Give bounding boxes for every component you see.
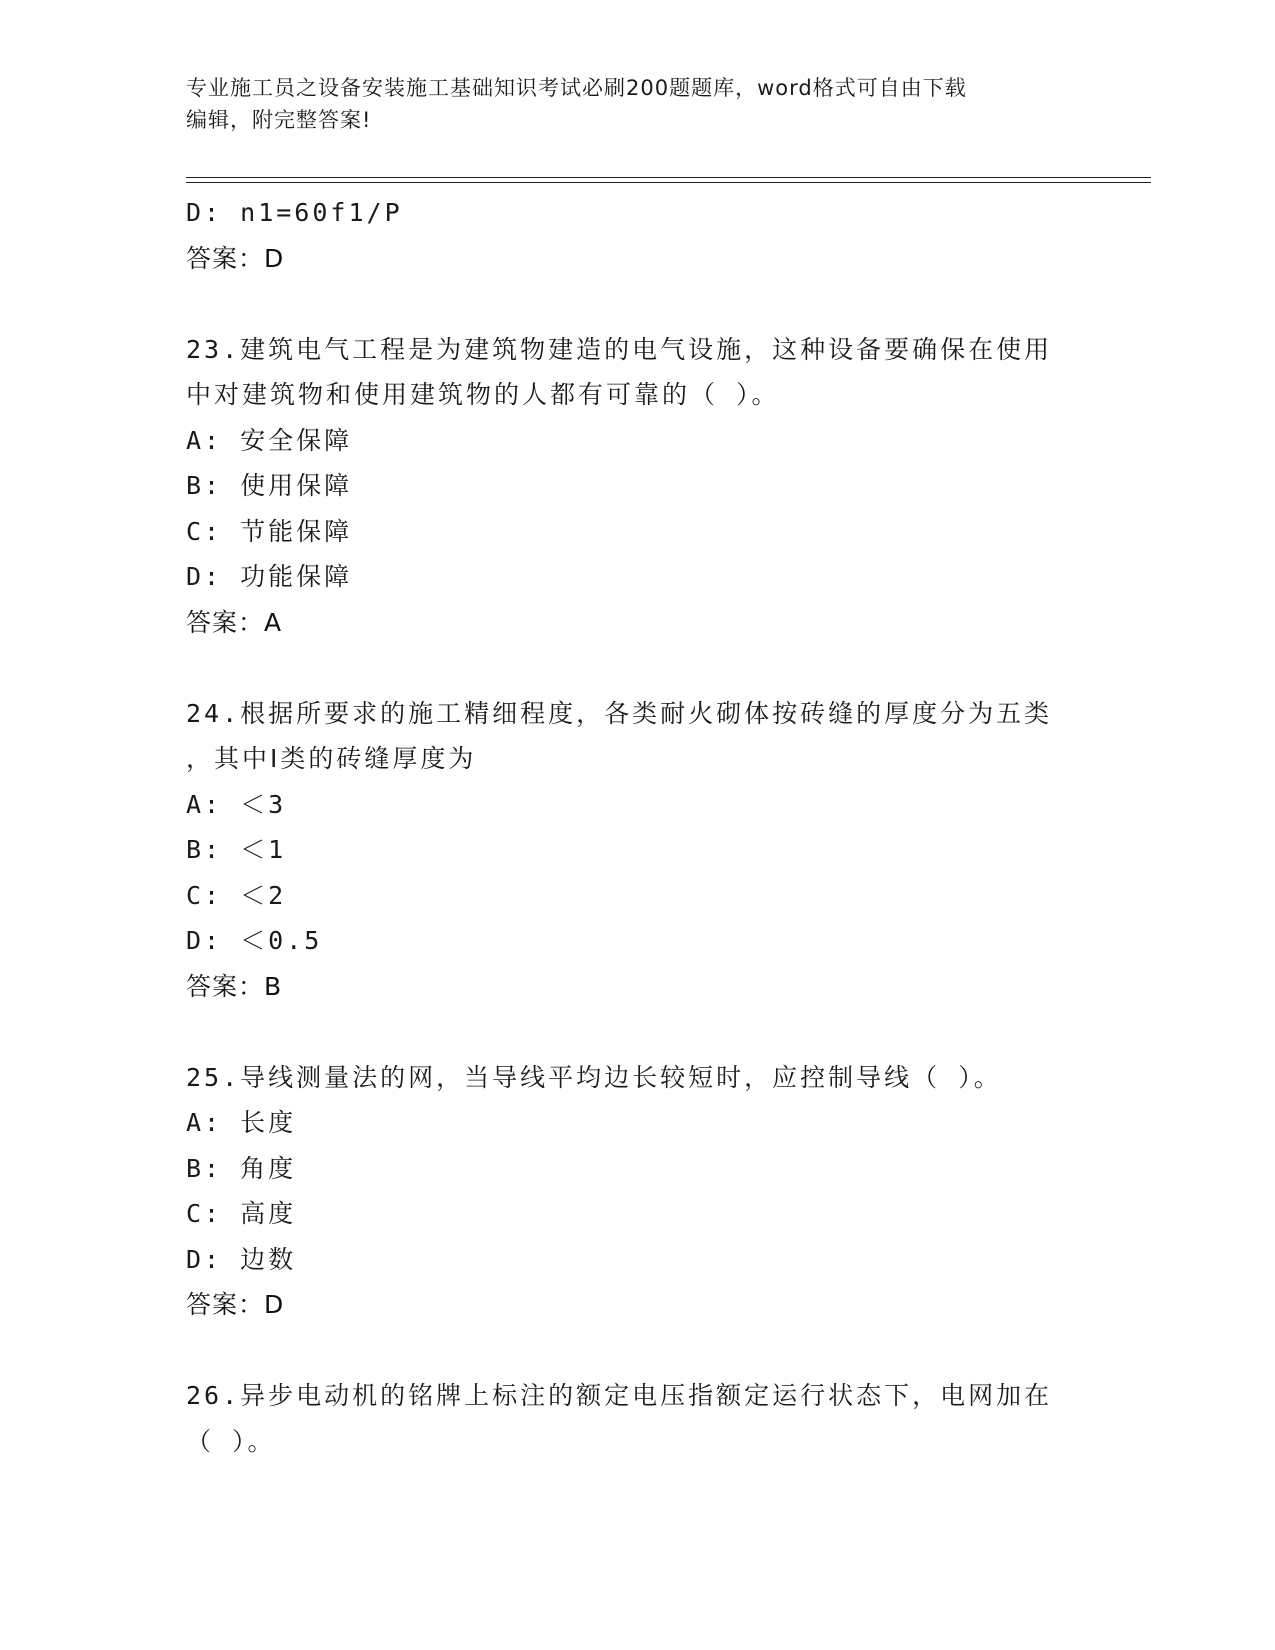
- option-c: C: ＜2: [186, 880, 287, 910]
- header-rule-bottom: [186, 182, 1151, 183]
- option-b: B: 使用保障: [186, 471, 353, 500]
- question-text-line: 23.建筑电气工程是为建筑物建造的电气设施，这种设备要确保在使用: [186, 334, 1053, 364]
- question-23: [186, 327, 1086, 646]
- option-b: B: ＜1: [186, 835, 287, 864]
- question-text-line: 25.导线测量法的网，当导线平均边长较短时，应控制导线（ ）。: [186, 1062, 1002, 1092]
- question-text-line: 26.异步电动机的铭牌上标注的额定电压指额定运行状态下，电网加在: [186, 1381, 1053, 1410]
- option-a: A: 长度: [186, 1108, 297, 1137]
- question-22-fragment: [186, 190, 1086, 281]
- page-header: [186, 72, 1086, 136]
- question-text-line: ，其中Ⅰ类的砖缝厚度为: [186, 744, 477, 773]
- option-b: B: 角度: [186, 1153, 297, 1183]
- question-text-line: （ ）。: [186, 1426, 276, 1456]
- option-d: D: 边数: [186, 1244, 297, 1274]
- answer-line: 答案：D: [186, 1290, 285, 1319]
- answer-line: 答案：A: [186, 607, 283, 637]
- answer-line: 答案：D: [186, 243, 285, 273]
- question-text-line: 中对建筑物和使用建筑物的人都有可靠的（ ）。: [186, 380, 780, 409]
- answer-line: 答案：B: [186, 971, 283, 1001]
- question-text-line: 24.根据所要求的施工精细程度，各类耐火砌体按砖缝的厚度分为五类: [186, 698, 1053, 728]
- option-a: A: ＜3: [186, 789, 287, 819]
- document-body: [186, 190, 1086, 1464]
- header-rule-top: [186, 177, 1151, 178]
- option-d: D: 功能保障: [186, 562, 353, 591]
- question-24: [186, 691, 1086, 1010]
- spacer: [186, 281, 1086, 327]
- option-c: C: 节能保障: [186, 516, 353, 546]
- option-a: A: 安全保障: [186, 425, 353, 455]
- spacer: [186, 1328, 1086, 1374]
- question-25: [186, 1055, 1086, 1328]
- question-26: [186, 1373, 1086, 1464]
- option-d: D: n1=60f1/P: [186, 198, 403, 227]
- spacer: [186, 1009, 1086, 1055]
- spacer: [186, 645, 1086, 691]
- option-d: D: ＜0.5: [186, 926, 323, 955]
- option-c: C: 高度: [186, 1199, 297, 1228]
- header-line-2: 编辑，附完整答案!: [186, 108, 372, 132]
- header-line-1: 专业施工员之设备安装施工基础知识考试必刷200题题库，word格式可自由下载: [186, 76, 967, 100]
